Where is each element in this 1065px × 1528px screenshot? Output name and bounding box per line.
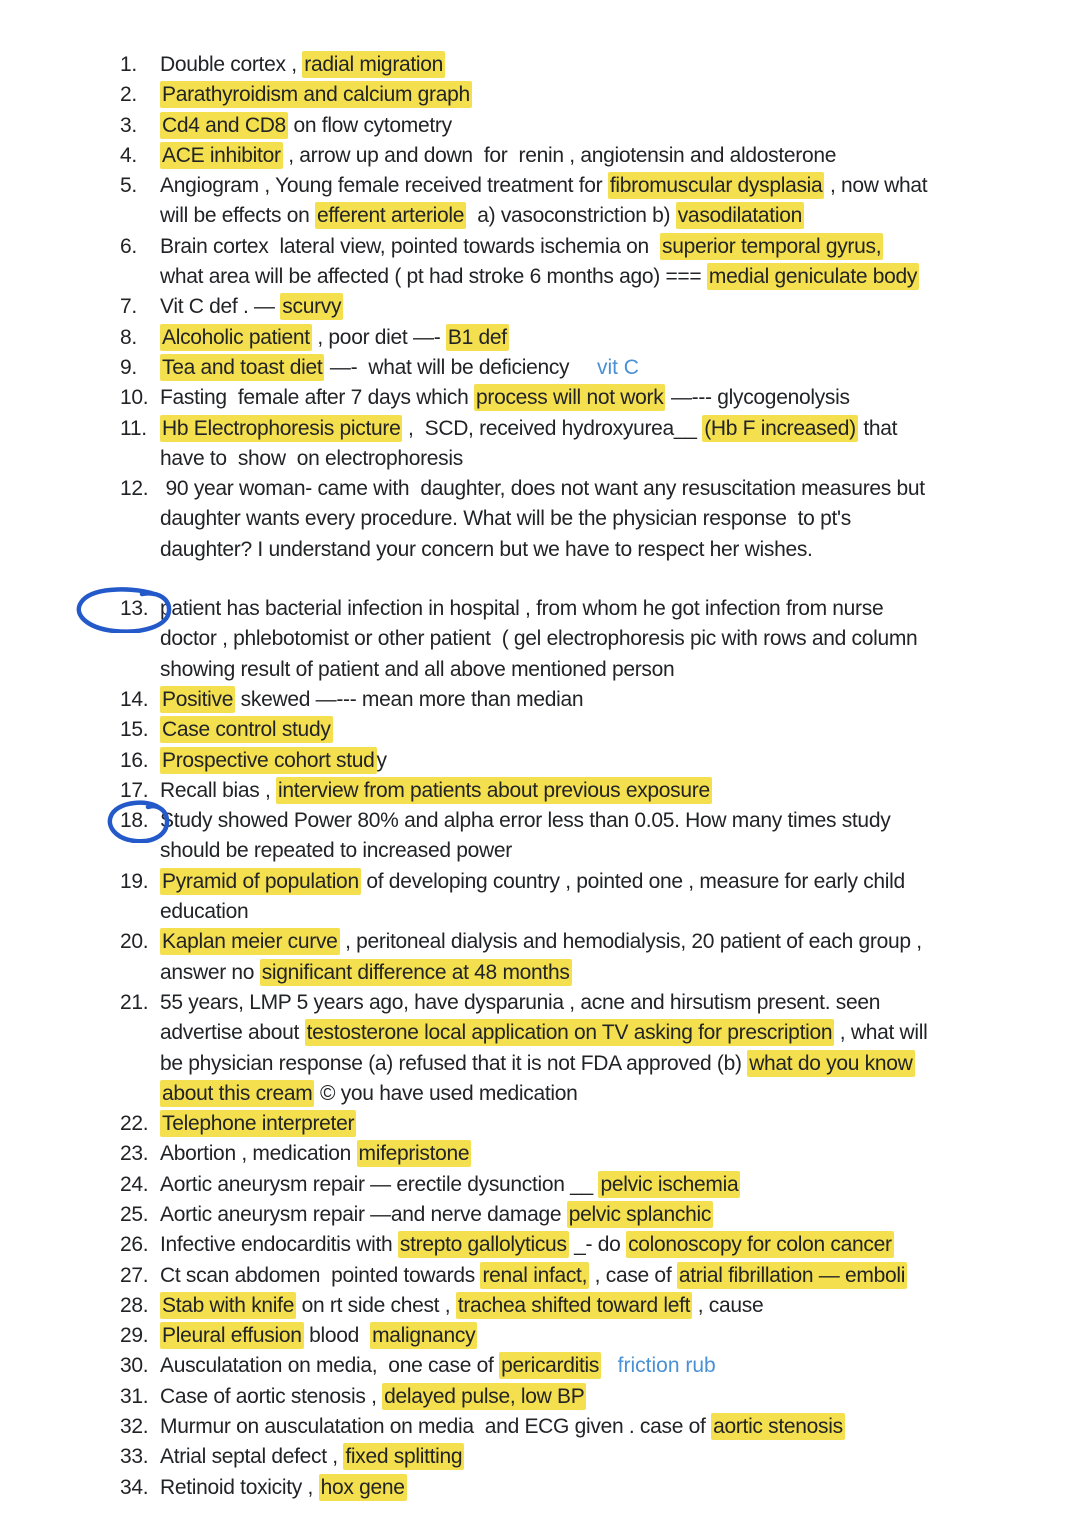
item-number: 18. — [120, 806, 160, 867]
pen-annotation-text: friction rub — [617, 1354, 716, 1378]
item-content — [160, 474, 1035, 565]
text-line — [160, 897, 1035, 927]
item-content — [160, 1230, 1035, 1260]
highlighted-text: Kaplan meier curve — [162, 930, 338, 954]
highlighted-text: interview from patients about previous exposure — [278, 778, 710, 802]
item-number: 12. — [120, 477, 149, 501]
text-line — [160, 262, 1035, 292]
item-text: Retinoid toxicity , — [160, 1475, 319, 1499]
text-line — [160, 292, 1035, 322]
item-content — [160, 776, 1035, 806]
item-content — [160, 1261, 1035, 1291]
item-number: 5. — [120, 174, 137, 198]
highlighted-text: Tea and toast diet — [162, 355, 323, 379]
item-number: 2. — [120, 83, 137, 107]
item-number: 3. — [120, 113, 137, 137]
text-line — [160, 655, 1035, 685]
item-text: skewed —--- mean more than median — [235, 687, 584, 711]
item-text: showing result of patient and all above mentioned person — [160, 657, 675, 681]
pen-circle-icon — [74, 586, 172, 633]
text-line — [160, 776, 1035, 806]
item-text: Fasting female after 7 days which — [160, 386, 474, 410]
question-item — [120, 80, 1035, 110]
question-item — [120, 1200, 1035, 1230]
item-number: 11. — [120, 416, 147, 440]
text-line — [160, 1200, 1035, 1230]
text-line — [160, 1382, 1035, 1412]
item-content — [160, 1473, 1035, 1503]
highlighted-text: scurvy — [282, 295, 342, 319]
item-text: patient has bacterial infection in hospital , from whom he got infection from nurse — [160, 597, 884, 621]
item-number: 33. — [120, 1445, 149, 1469]
question-item — [120, 474, 1035, 565]
item-text: on flow cytometry — [287, 113, 452, 137]
item-text: Ausculatation on media, one case of — [160, 1354, 500, 1378]
item-text: Infective endocarditis with — [160, 1233, 398, 1257]
text-line — [160, 383, 1035, 413]
item-content — [160, 111, 1035, 141]
text-line — [160, 1351, 1035, 1381]
highlighted-text: efferent arteriole — [317, 204, 465, 228]
item-number: 26. — [120, 1233, 149, 1257]
highlighted-text: fixed splitting — [345, 1445, 463, 1469]
question-item — [120, 1382, 1035, 1412]
item-content — [160, 1291, 1035, 1321]
item-content — [160, 1321, 1035, 1351]
text-line — [160, 504, 1035, 534]
item-number: 25. — [120, 1202, 149, 1226]
item-text: a) vasoconstriction b) — [466, 204, 676, 228]
item-content — [160, 80, 1035, 110]
item-number: 6. — [120, 234, 137, 258]
item-content — [160, 1351, 1035, 1381]
item-content — [160, 1139, 1035, 1169]
item-text: on rt side chest , — [296, 1293, 456, 1317]
item-number: 34. — [120, 1475, 149, 1499]
item-content — [160, 1200, 1035, 1230]
item-text — [601, 1354, 618, 1377]
question-item — [120, 414, 1035, 475]
item-number: 20. — [120, 930, 149, 954]
text-line — [160, 1321, 1035, 1351]
question-item — [120, 1291, 1035, 1321]
item-text: Study showed Power 80% and alpha error less than 0.05. How many times study — [160, 809, 891, 833]
item-text: Brain cortex lateral view, pointed towards ischemia on — [160, 234, 660, 258]
item-text: have to show on electrophoresis — [160, 446, 463, 470]
highlighted-text: Pleural effusion — [162, 1324, 302, 1348]
question-item — [120, 1351, 1035, 1381]
question-item — [120, 1109, 1035, 1139]
item-text: , what will — [834, 1021, 928, 1045]
text-line — [160, 1230, 1035, 1260]
item-content — [160, 1170, 1035, 1200]
item-number: 4. — [120, 143, 137, 167]
text-line — [160, 414, 1035, 444]
item-text: of developing country , pointed one , measure for early child — [360, 869, 905, 893]
highlighted-text: fibromuscular dysplasia — [609, 174, 823, 198]
item-number: 22. — [120, 1112, 149, 1136]
item-content — [160, 383, 1035, 413]
item-number: 8. — [120, 325, 137, 349]
item-content — [160, 1442, 1035, 1472]
item-text: —- what will be deficiency — [324, 355, 597, 379]
text-line — [160, 474, 1035, 504]
question-item — [120, 171, 1035, 232]
question-item — [120, 353, 1035, 383]
item-text: , SCD, received hydroxyurea__ — [402, 416, 703, 440]
text-line — [160, 141, 1035, 171]
item-text: Aortic aneurysm repair —and nerve damage — [160, 1202, 567, 1226]
text-line — [160, 806, 1035, 836]
question-item — [120, 1170, 1035, 1200]
question-list — [120, 50, 1035, 1503]
highlighted-text: B1 def — [447, 325, 507, 349]
highlighted-text: superior temporal gyrus, — [662, 234, 882, 258]
item-text: should be repeated to increased power — [160, 839, 512, 863]
question-item — [120, 111, 1035, 141]
highlighted-text: Positive — [162, 687, 234, 711]
text-line — [160, 201, 1035, 231]
item-number: 31. — [120, 1384, 149, 1408]
question-item — [120, 383, 1035, 413]
item-content — [160, 1412, 1035, 1442]
question-item — [120, 806, 1035, 867]
item-number: 14. — [120, 687, 149, 711]
question-item — [120, 1139, 1035, 1169]
item-content — [160, 141, 1035, 171]
item-text: , case of — [589, 1263, 677, 1287]
item-text: be physician response (a) refused that it is not FDA approved (b) — [160, 1051, 748, 1075]
highlighted-text: strepto gallolyticus — [399, 1233, 567, 1257]
highlighted-text: Hb Electrophoresis picture — [162, 416, 401, 440]
item-content — [160, 1109, 1035, 1139]
highlighted-text: process will not work — [476, 386, 664, 410]
item-text: Murmur on ausculatation on media and ECG given . case of — [160, 1415, 712, 1439]
item-content — [160, 685, 1035, 715]
item-content — [160, 323, 1035, 353]
item-text: blood — [303, 1324, 371, 1348]
highlighted-text: aortic stenosis — [713, 1415, 843, 1439]
highlighted-text: Prospective cohort stud — [162, 748, 375, 772]
item-content — [160, 715, 1035, 745]
text-line — [160, 80, 1035, 110]
highlighted-text: Telephone interpreter — [162, 1112, 355, 1136]
text-line — [160, 1079, 1035, 1109]
item-text: daughter wants every procedure. What will be the physician response to pt's — [160, 507, 851, 531]
item-text: doctor , phlebotomist or other patient ( gel electrophoresis pic with rows and column — [160, 627, 918, 651]
question-item — [120, 776, 1035, 806]
item-text: © you have used medication — [314, 1081, 578, 1105]
text-line — [160, 444, 1035, 474]
item-content — [160, 988, 1035, 1109]
highlighted-text: delayed pulse, low BP — [384, 1384, 585, 1408]
highlighted-text: medial geniculate body — [708, 265, 918, 289]
item-text: answer no — [160, 960, 260, 984]
text-line — [160, 1049, 1035, 1079]
text-line — [160, 958, 1035, 988]
text-line — [160, 1291, 1035, 1321]
item-content — [160, 746, 1035, 776]
text-line — [160, 1139, 1035, 1169]
question-item — [120, 1321, 1035, 1351]
item-text: , peritoneal dialysis and hemodialysis, 20 patient of each group , — [339, 930, 922, 954]
item-content — [160, 594, 1035, 685]
question-item — [120, 867, 1035, 928]
question-item — [120, 594, 1035, 685]
item-text: that — [857, 416, 898, 440]
text-line — [160, 50, 1035, 80]
item-text: Aortic aneurysm repair — erectile dysunction __ — [160, 1172, 599, 1196]
item-content — [160, 867, 1035, 928]
item-text: Angiogram , Young female received treatment for — [160, 174, 608, 198]
highlighted-text: Pyramid of population — [162, 869, 359, 893]
question-item — [120, 746, 1035, 776]
item-content — [160, 171, 1035, 232]
highlighted-text: ACE inhibitor — [162, 143, 281, 167]
item-number: 1. — [120, 53, 137, 76]
text-line — [160, 746, 1035, 776]
text-line — [160, 624, 1035, 654]
item-text: 55 years, LMP 5 years ago, have dysparunia , acne and hirsutism present. seen — [160, 990, 881, 1014]
text-line — [160, 353, 1035, 383]
item-number: 29. — [120, 1324, 149, 1348]
text-line — [160, 171, 1035, 201]
highlighted-text: (Hb F increased) — [704, 416, 856, 440]
text-line — [160, 1109, 1035, 1139]
highlighted-text: hox gene — [320, 1475, 405, 1499]
highlighted-text: Parathyroidism and calcium graph — [162, 83, 470, 107]
text-line — [160, 867, 1035, 897]
highlighted-text: significant difference at 48 months — [261, 960, 570, 984]
item-text: , cause — [692, 1293, 764, 1317]
text-line — [160, 232, 1035, 262]
item-number: 24. — [120, 1172, 149, 1196]
text-line — [160, 1018, 1035, 1048]
item-content — [160, 292, 1035, 322]
highlighted-text: renal infact, — [482, 1263, 588, 1287]
item-text: what area will be affected ( pt had stroke 6 months ago) === — [160, 265, 707, 289]
highlighted-text: what do you know — [749, 1051, 913, 1075]
item-number: 10. — [120, 386, 149, 410]
item-number: 21. — [120, 990, 149, 1014]
highlighted-text: testosterone local application on TV asking for prescription — [306, 1021, 833, 1045]
item-text: _- do — [568, 1233, 627, 1257]
item-number: 32. — [120, 1415, 149, 1439]
text-line — [160, 836, 1035, 866]
item-content — [160, 927, 1035, 988]
text-line — [160, 594, 1035, 624]
text-line — [160, 1442, 1035, 1472]
item-text: will be effects on — [160, 204, 315, 228]
item-text: education — [160, 900, 249, 924]
question-item — [120, 988, 1035, 1109]
highlighted-text: Cd4 and CD8 — [162, 113, 286, 137]
question-item — [120, 323, 1035, 353]
item-text: y — [376, 748, 387, 772]
highlighted-text: pericarditis — [501, 1354, 600, 1378]
item-text: Double cortex , — [160, 53, 303, 76]
highlighted-text: pelvic ischemia — [600, 1172, 739, 1196]
text-line — [160, 927, 1035, 957]
item-text: Atrial septal defect , — [160, 1445, 344, 1469]
item-text: advertise about — [160, 1021, 305, 1045]
item-text: Abortion , medication — [160, 1142, 357, 1166]
item-content — [160, 353, 1035, 383]
item-number: 19. — [120, 869, 149, 893]
question-item — [120, 1230, 1035, 1260]
item-number: 30. — [120, 1354, 149, 1378]
item-number: 27. — [120, 1263, 149, 1287]
highlighted-text: Stab with knife — [162, 1293, 295, 1317]
item-text: Vit C def . — — [160, 295, 281, 319]
item-number: 16. — [120, 748, 149, 772]
item-number: 28. — [120, 1293, 149, 1317]
highlighted-text: radial migration — [304, 53, 444, 76]
text-line — [160, 1412, 1035, 1442]
item-content — [160, 232, 1035, 293]
highlighted-text: vasodilatation — [677, 204, 802, 228]
pen-annotation-text: vit C — [596, 355, 639, 379]
text-line — [160, 535, 1035, 565]
question-item — [120, 927, 1035, 988]
text-line — [160, 1170, 1035, 1200]
item-number: 17. — [120, 778, 149, 802]
item-number: 7. — [120, 295, 137, 319]
question-item — [120, 715, 1035, 745]
question-item — [120, 1261, 1035, 1291]
text-line — [160, 1473, 1035, 1503]
question-item — [120, 232, 1035, 293]
item-text: —--- glycogenolysis — [665, 386, 850, 410]
item-content — [160, 806, 1035, 867]
highlighted-text: trachea shifted toward left — [457, 1293, 691, 1317]
highlighted-text: malignancy — [372, 1324, 476, 1348]
question-item — [120, 1412, 1035, 1442]
item-content — [160, 50, 1035, 80]
item-text: Ct scan abdomen pointed towards — [160, 1263, 481, 1287]
text-line — [160, 988, 1035, 1018]
text-line — [160, 323, 1035, 353]
question-item — [120, 1473, 1035, 1503]
item-text: , poor diet —- — [311, 325, 446, 349]
highlighted-text: mifepristone — [358, 1142, 470, 1166]
item-text: Case of aortic stenosis , — [160, 1384, 383, 1408]
highlighted-text: colonoscopy for colon cancer — [628, 1233, 892, 1257]
item-text: Recall bias , — [160, 778, 277, 802]
item-text: 90 year woman- came with daughter, does not want any resuscitation measures but — [160, 477, 925, 501]
item-content — [160, 414, 1035, 475]
text-line — [160, 685, 1035, 715]
item-text: , now what — [824, 174, 928, 198]
item-content — [160, 1382, 1035, 1412]
text-line — [160, 1261, 1035, 1291]
highlighted-text: Case control study — [162, 718, 331, 742]
item-text: daughter? I understand your concern but we have to respect her wishes. — [160, 537, 813, 561]
item-number: 15. — [120, 718, 149, 742]
item-text: , arrow up and down for renin , angiotensin and aldosterone — [282, 143, 837, 167]
question-item — [120, 292, 1035, 322]
highlighted-text: about this cream — [162, 1081, 313, 1105]
question-item — [120, 141, 1035, 171]
item-number: 9. — [120, 355, 137, 379]
highlighted-text: Alcoholic patient — [162, 325, 310, 349]
text-line — [160, 111, 1035, 141]
item-number: 13. — [120, 594, 160, 685]
text-line — [160, 715, 1035, 745]
question-item — [120, 50, 1035, 80]
question-item — [120, 685, 1035, 715]
item-number: 23. — [120, 1142, 149, 1166]
question-item — [120, 1442, 1035, 1472]
highlighted-text: pelvic splanchic — [568, 1202, 712, 1226]
highlighted-text: atrial fibrillation — emboli — [678, 1263, 906, 1287]
